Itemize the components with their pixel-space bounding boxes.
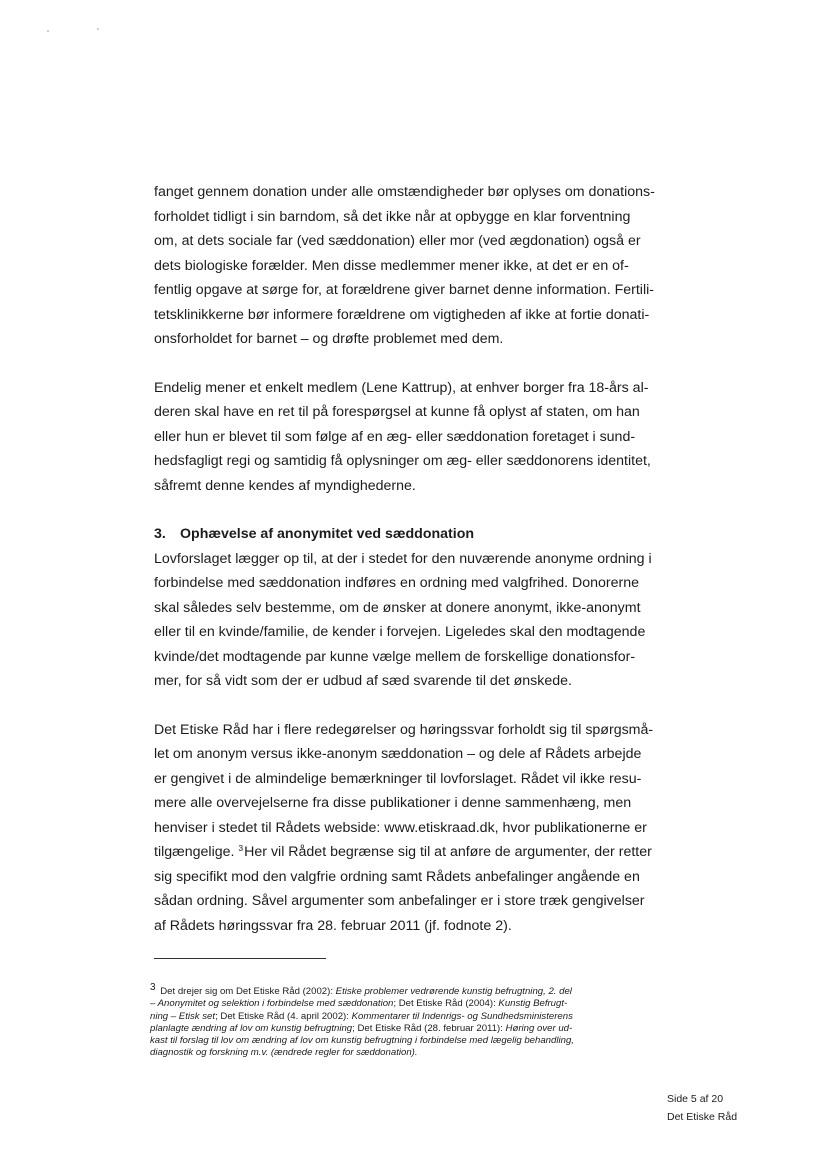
publication-title: ning – Etisk set [150,1010,216,1022]
text-line: onsforholdet for barnet – og drøfte problemet med dem. [154,331,504,347]
scan-speck [97,28,99,30]
text-line: Endelig mener et enkelt medlem (Lene Kattrup), at enhver borger fra 18-års al- [154,379,649,396]
publication-title: – Anonymitet og selektion i forbindelse med sæddonation [150,998,394,1010]
text-line: fanget gennem donation under alle omstændigheder bør oplyses om donations- [154,184,655,200]
footnote-separator [154,958,326,959]
paragraph [154,718,659,939]
scan-speck [47,30,49,32]
text-line: henviser i stedet til Rådets webside: www.etiskraad.dk, hvor publikationerne er [154,819,647,836]
footnote-reference[interactable]: 3 [238,843,244,853]
footnote [150,982,670,1060]
text-line: mere alle overvejelserne fra disse publikationer i denne sammenhæng, men [154,795,632,811]
text-line: af Rådets høringssvar fra 28. februar 2011 (jf. fodnote 2). [154,917,512,934]
text-fragment: ; Det Etiske Råd (4. april 2002): [215,1010,352,1022]
page-body [154,180,659,938]
footnote-line [150,998,670,1010]
text-line: er gengivet i de almindelige bemærkninger til lovforslaget. Rådet vil ikke resu- [154,770,642,787]
footnote-line [150,1011,670,1023]
section-title: Ophævelse af anonymitet ved sæddonation [180,526,475,542]
text-fragment: tilgængelige. [154,844,235,860]
publication-title: diagnostik og forskning m.v. (ændrede regler for sæddonation). [150,1047,418,1059]
text-line: sig specifikt mod den valgfrie ordning samt Rådets anbefalinger angående en [154,868,640,885]
text-line: dets biologiske forælder. Men disse medlemmer mener ikke, at det er en of- [154,257,629,274]
organization-name: Det Etiske Råd [667,1111,738,1123]
footnote-line [150,982,670,998]
text-line: hedsfagligt regi og samtidig få oplysninger om æg- eller sæddonorens identitet, [154,453,651,469]
text-line: skal således selv bestemme, om de ønsker at donere anonymt, ikke-anonymt [154,599,641,616]
text-line: Lovforslaget lægger op til, at der i stedet for den nuværende anonyme ordning i [154,550,652,567]
text-line: kvinde/det modtagende par kunne vælge mellem de forskellige donationsfor- [154,648,636,665]
text-line: forholdet tidligt i sin barndom, så det ikke når at opbygge en klar forventning [154,208,631,225]
footnote-line [150,1047,670,1059]
publication-title: Kunstig Befrugt- [498,998,568,1010]
text-line: såfremt denne kendes af myndighederne. [154,477,416,494]
text-line: let om anonym versus ikke-anonym sæddonation – og dele af Rådets arbejde [154,746,642,762]
page-footer [667,1090,737,1126]
text-line: eller til en kvinde/familie, de kender i forvejen. Ligeledes skal den modtagende [154,624,646,640]
section-number: 3. [154,526,166,542]
text-line: eller hun er blevet til som følge af en æg- eller sæddonation foretaget i sund- [154,428,636,445]
paragraph [154,547,659,694]
text-fragment: Det drejer sig om Det Etiske Råd (2002): [160,986,336,997]
text-line [154,840,659,865]
publication-title: planlagte ændring af lov om kunstig befrugtning [150,1022,353,1034]
paragraph [154,180,659,352]
text-fragment: ; Det Etiske Råd (2004): [393,998,499,1010]
page-number: Side 5 af 20 [667,1093,724,1105]
text-line: om, at dets sociale far (ved sæddonation) eller mor (ved ægdonation) også er [154,233,641,249]
footnote-line [150,1023,670,1035]
publication-title: kast til forslag til lov om ændring af lov om kunstig befrugtning i forbindelse med lægelig behandling, [150,1035,574,1047]
text-line: fentlig opgave at sørge for, at forældrene giver barnet denne information. Fertili- [154,282,654,298]
text-line: sådan ordning. Såvel argumenter som anbefalinger er i store træk gengivelser [154,893,645,909]
text-line: tetsklinikkerne bør informere forældrene om vigtigheden af ikke at fortie donati- [154,306,650,323]
footnote-number: 3 [150,982,156,993]
text-line: Det Etiske Råd har i flere redegørelser og høringssvar forholdt sig til spørgsmå- [154,721,654,738]
text-fragment: ; Det Etiske Råd (28. februar 2011): [352,1022,506,1034]
publication-title: Etiske problemer vedrørende kunstig befrugtning, 2. del [335,986,572,997]
paragraph [154,376,659,499]
text-line: deren skal have en ret til på forespørgsel at kunne få oplyst af staten, om han [154,404,640,420]
text-line: forbindelse med sæddonation indføres en ordning med valgfrihed. Donorerne [154,575,640,591]
section-heading [154,522,659,547]
text-line: mer, for så vidt som der er udbud af sæd svarende til det ønskede. [154,673,572,689]
publication-title: Kommentarer til Indenrigs- og Sundhedsministerens [351,1010,573,1022]
footnote-line [150,1035,670,1047]
text-fragment: Her vil Rådet begrænse sig til at anføre de argumenter, der retter [244,844,652,860]
publication-title: Høring over ud- [505,1022,573,1034]
